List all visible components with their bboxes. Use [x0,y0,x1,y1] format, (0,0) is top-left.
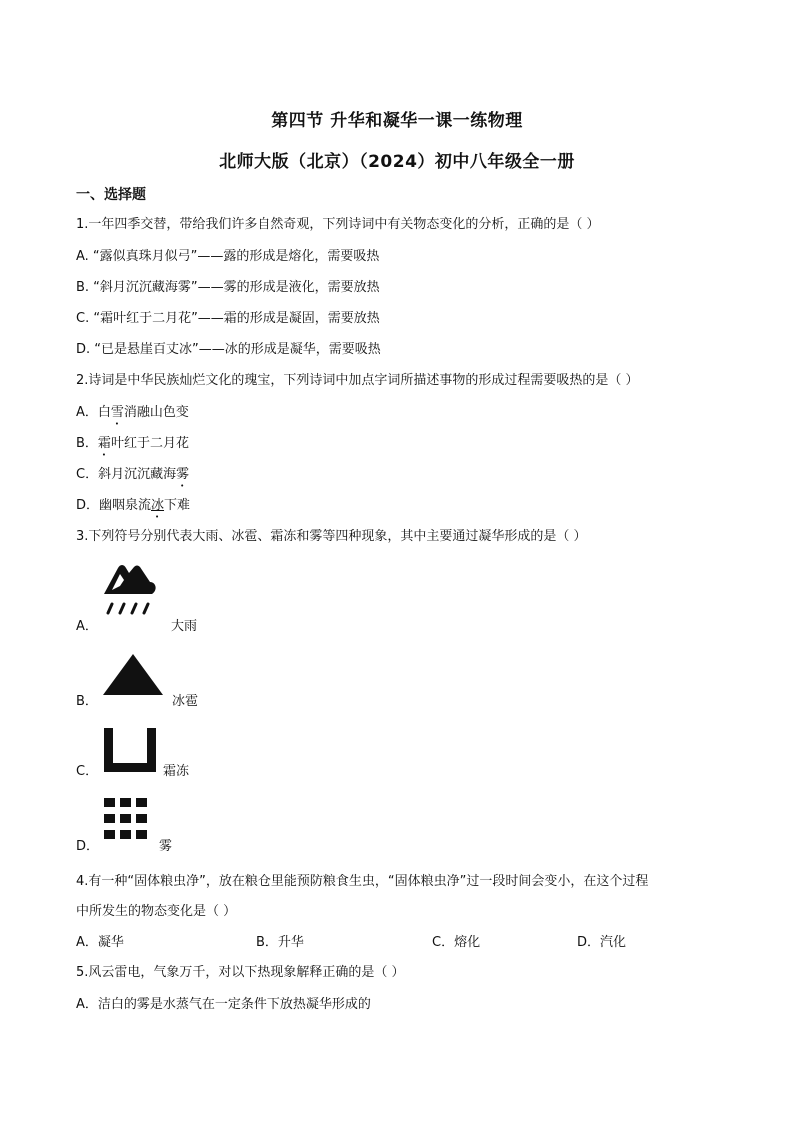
option-letter: B． [76,694,98,709]
option-letter: A． [76,619,98,634]
hail-icon [102,652,164,696]
question-1-option-b[interactable]: B. “斜月沉沉藏海雾”——雾的形成是液化，需要放热 [76,280,380,295]
option-text: 叶红于二月花 [110,436,189,451]
option-label: 冰雹 [172,694,199,709]
question-3-option-a[interactable] [76,618,98,636]
question-3-option-c[interactable] [76,763,98,781]
question-3-option-b[interactable] [76,693,98,711]
question-4-option-c[interactable]: C．熔化 [432,935,481,950]
question-1-option-a[interactable]: A. “露似真珠月似弓”——露的形成是熔化，需要吸热 [76,249,380,264]
option-letter: D． [76,839,100,854]
option-text: D．幽咽泉流 [76,498,152,513]
emphasized-word: 冰 [151,498,165,513]
question-5-stem: 5.风云雷电，气象万千，对以下热现象解释正确的是（ ） [76,965,405,980]
question-1-option-d[interactable]: D. “已是悬崖百丈冰”——冰的形成是凝华，需要吸热 [76,342,381,357]
frost-icon [102,726,158,774]
question-4-option-a[interactable]: A．凝华 [76,935,124,950]
question-3-stem: 3.下列符号分别代表大雨、冰雹、霜冻和雾等四种现象，其中主要通过凝华形成的是（ ） [76,529,587,544]
question-4-option-d[interactable]: D．汽化 [577,935,627,950]
question-1-stem: 1.一年四季交替，带给我们许多自然奇观，下列诗词中有关物态变化的分析，正确的是（ ） [76,217,600,232]
fog-icon [102,796,150,844]
document-subtitle: 北师大版（北京）（2024）初中八年级全一册 [219,152,575,172]
question-1-option-c[interactable]: C. “霜叶红于二月花”——霜的形成是凝固，需要放热 [76,311,380,326]
question-2-option-a[interactable] [76,404,189,428]
question-4-stem-continued: 中所发生的物态变化是（ ） [76,904,237,919]
option-label: 大雨 [171,619,198,634]
question-2-stem: 2.诗词是中华民族灿烂文化的瑰宝，下列诗词中加点字词所描述事物的形成过程需要吸热的是（ ） [76,373,639,388]
option-text: 下难 [164,498,191,513]
question-3-option-d[interactable] [76,838,99,856]
question-4-option-b[interactable]: B．升华 [256,935,304,950]
option-text: A．白 [76,405,111,420]
emphasized-word: 霜 [97,436,111,451]
question-4-stem: 4.有一种“固体粮虫净”，放在粮仓里能预防粮食生虫，“固体粮虫净”过一段时间会变小，在这个过程 [76,874,649,889]
option-text: C．斜月沉沉藏海 [76,467,177,482]
heavy-rain-icon [100,560,160,622]
emphasized-word: 雾 [176,467,190,482]
option-label: 雾 [159,839,173,854]
question-5-option-a[interactable]: A．洁白的雾是水蒸气在一定条件下放热凝华形成的 [76,997,371,1012]
option-text: B． [76,436,98,451]
option-label: 霜冻 [163,764,190,779]
emphasized-word: 雪 [110,405,124,420]
option-text: 消融山色变 [123,405,189,420]
question-2-option-d[interactable] [76,497,190,521]
question-2-option-c[interactable] [76,466,189,490]
section-heading: 一、选择题 [76,187,146,203]
option-letter: C． [76,764,99,779]
question-2-option-b[interactable] [76,435,189,459]
document-title: 第四节 升华和凝华一课一练物理 [271,111,523,131]
